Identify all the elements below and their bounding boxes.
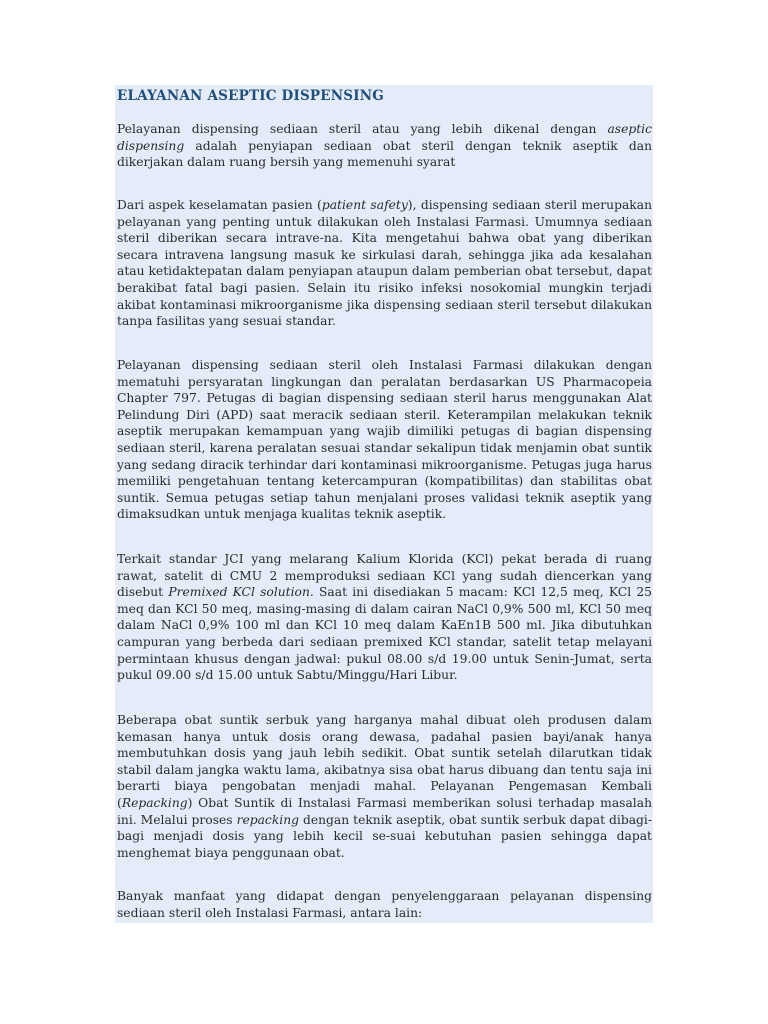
paragraph-kcl bbox=[117, 551, 652, 684]
paragraph-text: adalah penyiapan sediaan obat steril dengan teknik aseptik dan dikerjakan dalam ruang bersih yang memenuhi syarat bbox=[117, 138, 652, 170]
italic-term: aseptic dispensing bbox=[117, 122, 652, 153]
paragraph-benefits: Banyak manfaat yang didapat dengan penyelenggaraan pelayanan dispensing sediaan steril oleh Instalasi Farmasi, antara lain: bbox=[117, 889, 652, 920]
paragraph-text: Dari aspek keselamatan pasien ( bbox=[117, 198, 322, 212]
paragraph-text: . Saat ini disediakan 5 macam: KCl 12,5 meq, KCl 25 meq dan KCl 50 meq, masing-masing di dalam cairan NaCl 0,9% 500 ml, KCl 50 meq dalam NaCl 0,9% 100 ml dan KCl 10 meq dalam KaEn1B 500 ml. Jika dibutuhkan campuran yang berbeda dari sediaan premixed KCl standar, satelit tetap melayani permintaan khusus dengan jadwal: pukul 08.00 s/d 19.00 untuk Senin-Jumat, serta pukul 09.00 s/d 15.00 untuk Sabtu/Minggu/Hari Libur. bbox=[117, 585, 652, 683]
paragraph-standards: Pelayanan dispensing sediaan steril oleh Instalasi Farmasi dilakukan dengan mematuhi persyaratan lingkungan dan peralatan berdasarkan US Pharmacopeia Chapter 797. Petugas di bagian dispensing sediaan steril harus menggunakan Alat Pelindung Diri (APD) saat meracik sediaan steril. Keterampilan melakukan teknik aseptik merupakan kemampuan yang wajib dimiliki petugas di bagian dispensing sediaan steril, karena peralatan sesuai standar sekalipun tidak menjamin obat suntik yang sedang diracik terhindar dari kontaminasi mikroorganisme. Petugas juga harus memiliki pengetahuan tentang ketercampuran (kompatibilitas) dan stabilitas obat suntik. Semua petugas setiap tahun menjalani proses validasi teknik aseptik yang dimaksudkan untuk menjaga kualitas teknik aseptik. bbox=[117, 358, 652, 522]
paragraph-patient-safety bbox=[117, 197, 652, 330]
document-title: ELAYANAN ASEPTIC DISPENSING bbox=[117, 88, 385, 104]
paragraph-intro bbox=[117, 121, 652, 171]
paragraph-text: Beberapa obat suntik serbuk yang harganya mahal dibuat oleh produsen dalam kemasan hanya untuk dosis orang dewasa, padahal pasien bayi/anak hanya membutuhkan dosis yang jauh lebih sedikit. Obat suntik setelah dilarutkan tidak stabil dalam jangka waktu lama, akibatnya sisa obat harus dibuang dan tentu saja ini berarti biaya pengobatan menjadi mahal. Pelayanan Pengemasan Kembali ( bbox=[117, 713, 652, 810]
paragraph-text: Terkait standar JCI yang melarang Kalium Klorida (KCl) pekat berada di ruang rawat, satelit di CMU 2 memproduksi sediaan KCl yang sudah diencerkan yang disebut bbox=[117, 552, 652, 600]
italic-term: repacking bbox=[236, 812, 299, 827]
paragraph-text: Pelayanan dispensing sediaan steril atau yang lebih dikenal dengan bbox=[117, 122, 608, 136]
italic-term: Repacking bbox=[121, 795, 188, 810]
paragraph-text: ), dispensing sediaan steril merupakan pelayanan yang penting untuk dilakukan oleh Instalasi Farmasi. Umumnya sediaan steril diberikan secara intrave-na. Kita mengetahui bahwa obat yang diberikan secara intravena langsung masuk ke sirkulasi darah, sehingga jika ada kesalahan atau ketidaktepatan dalam penyiapan ataupun dalam pemberian obat tersebut, dapat berakibat fatal bagi pasien. Selain itu risiko infeksi nosokomial mungkin terjadi akibat kontaminasi mikroorganisme jika dispensing sediaan steril tersebut dilakukan tanpa fasilitas yang sesuai standar. bbox=[117, 198, 653, 329]
paragraph-text: dengan teknik aseptik, obat suntik serbuk dapat dibagi-bagi menjadi dosis yang lebih kecil se-suai kebutuhan pasien sehingga dapat menghemat biaya penggunaan obat. bbox=[117, 812, 652, 860]
italic-term: patient safety bbox=[321, 198, 408, 212]
paragraph-repacking bbox=[117, 712, 652, 861]
italic-term: Premixed KCl solution bbox=[168, 585, 310, 600]
paragraph-text: ) Obat Suntik di Instalasi Farmasi memberikan solusi terhadap masalah ini. Melalui proses bbox=[117, 795, 652, 827]
